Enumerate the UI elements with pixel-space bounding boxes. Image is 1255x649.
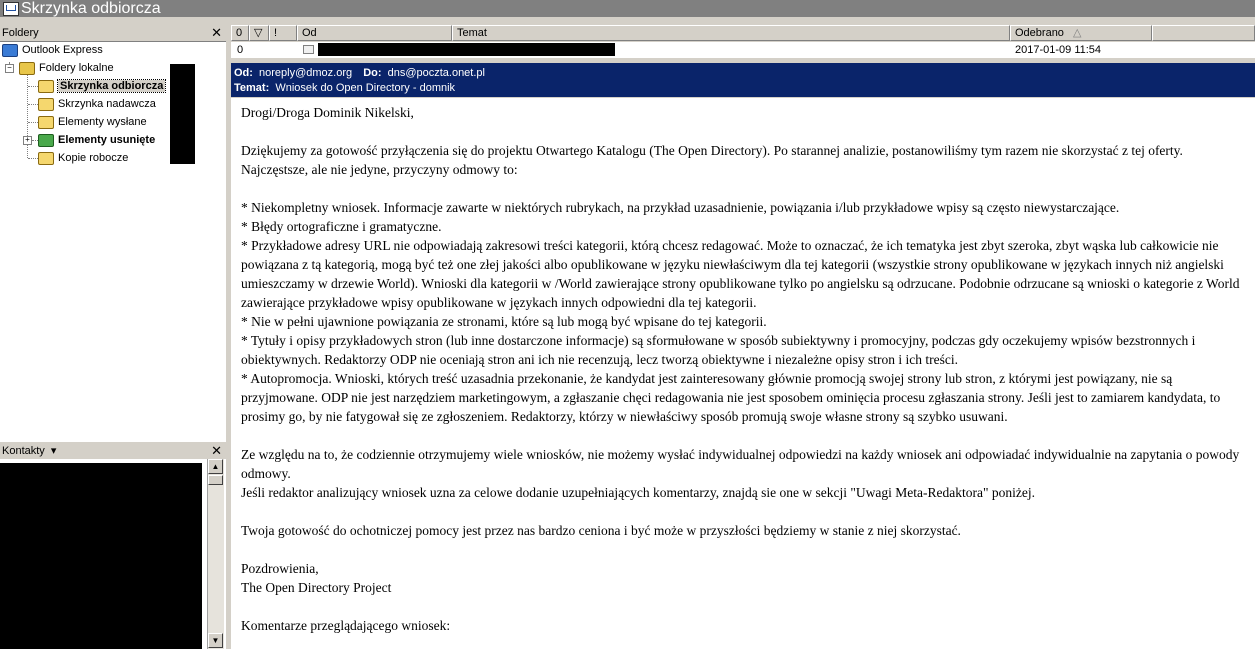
body-blank-line: [241, 122, 1247, 141]
sent-items-folder-icon: [38, 116, 54, 129]
column-attachment[interactable]: 0: [231, 25, 249, 41]
body-blank-line: [241, 540, 1247, 559]
body-paragraph: * Nie w pełni ujawnione powiązania ze stronami, które są lub mogą być wpisane do tej kategorii.: [241, 314, 767, 329]
body-blank-line: [241, 502, 1247, 521]
body-blank-line: [241, 426, 1247, 445]
body-paragraph: * Tytuły i opisy przykładowych stron (lub inne dostarczone informacje) są sformułowane w sposób subiektywny i promocyjny, podczas gdy oczekujemy wpisów bezstronnych i obiektywnych. Redaktorzy ODP nie oceniają stron ani ich nie recenzują, lecz tworzą obiektywne i niezależne opisy stron i ich treści.: [241, 333, 1196, 367]
column-received[interactable]: [1010, 25, 1152, 41]
body-blank-line: [241, 179, 1247, 198]
preview-header: [231, 63, 1255, 97]
scroll-down-button[interactable]: ▼: [208, 633, 223, 648]
column-from[interactable]: Od: [297, 25, 452, 41]
scroll-thumb[interactable]: [208, 475, 223, 485]
from-label: Od:: [234, 67, 253, 79]
folder-local-folders[interactable]: Foldery lokalne: [19, 60, 114, 76]
folder-sent-items[interactable]: Elementy wysłane: [38, 114, 147, 130]
inbox-icon: [3, 2, 19, 16]
body-paragraph: Dziękujemy za gotowość przyłączenia się do projektu Otwartego Katalogu (The Open Directory). Po starannej analizie, postanowiliśmy tym razem nie skorzystać z tej oferty. Najczęstsze, ale nie jedyne, przyczyny odmowy to:: [241, 143, 1183, 177]
column-priority[interactable]: !: [269, 25, 297, 41]
scroll-up-button[interactable]: ▲: [208, 459, 223, 474]
tree-connector: [27, 72, 28, 158]
body-paragraph: Komentarze przeglądającego wniosek:: [241, 618, 451, 633]
message-list-header: [231, 25, 1255, 41]
column-filler: [1152, 25, 1255, 41]
body-paragraph: Drogi/Droga Dominik Nikelski,: [241, 105, 414, 120]
contacts-pane-header: [0, 443, 226, 460]
tree-connector: [28, 104, 38, 105]
window-title: Skrzynka odbiorcza: [21, 0, 161, 17]
redaction-block: [318, 43, 615, 56]
folder-drafts[interactable]: Kopie robocze: [38, 150, 128, 166]
tree-connector: [28, 122, 38, 123]
column-received-label: Odebrano: [1015, 27, 1064, 39]
deleted-items-folder-icon: [38, 134, 54, 147]
attachment-icon: 0: [237, 44, 244, 56]
outbox-folder-icon: [38, 98, 54, 111]
folder-inbox[interactable]: Skrzynka odbiorcza: [38, 78, 165, 94]
message-body[interactable]: [231, 98, 1255, 649]
expand-deleted-items-toggle[interactable]: +: [23, 136, 32, 145]
tree-connector: [28, 158, 38, 159]
body-paragraph: Ze względu na to, że codziennie otrzymujemy wiele wniosków, nie możemy wysłać indywidualnej odpowiedzi na każdy wniosek ani odpowiadać indywidualnie na zapytania o powody odmowy.: [241, 447, 1240, 481]
from-address[interactable]: noreply@dmoz.org: [259, 67, 353, 79]
folders-pane-header: [0, 25, 226, 42]
received-date: 2017-01-09 11:54: [1015, 44, 1102, 56]
body-blank-line: [241, 597, 1247, 616]
body-paragraph: Jeśli redaktor analizujący wniosek uzna za celowe dodanie uzupełniających komentarzy, znajdą sie one w sekcji "Uwagi Meta-Redaktora" poniżej.: [241, 485, 1035, 500]
opened-envelope-icon: [303, 45, 314, 54]
inbox-folder-icon: [38, 80, 54, 93]
body-paragraph: Pozdrowienia,: [241, 561, 319, 576]
folder-outlook-express[interactable]: Outlook Express: [2, 42, 103, 58]
body-paragraph: * Przykładowe adresy URL nie odpowiadają zakresowi treści kategorii, którą chcesz redagować. Może to oznaczać, że ich tematyka jest zbyt szeroka, zbyt wąska lub całkowicie nie powiązana z tą kategorią, mogą być też one złej jakości albo opublikowane w języku niewłaściwym dla tej kategorii (wszystkie strony opublikowane w językach innych niż angielski umieszczamy w drzewie World). Wnioski dla kategorii w /World zawierające strony opublikowane tylko po angielsku są odrzucane. Podobnie odrzucane są wnioski o kategorie z World zawierające przykładowe wpisy opublikowane w językach innych odpowiedni dla tej kategorii.: [241, 238, 1240, 310]
folders-header-label: Foldery: [2, 27, 39, 39]
contacts-close-button[interactable]: ✕: [211, 443, 222, 458]
contacts-dropdown-icon[interactable]: ▾: [50, 445, 57, 457]
to-label: Do:: [363, 67, 382, 79]
body-paragraph: * Niekompletny wniosek. Informacje zawarte w niektórych rubrykach, na przykład uzasadnienie, powiązania i/lub przykładowe wpisy są często niewystarczające.: [241, 200, 1120, 215]
contacts-list: [0, 459, 226, 649]
local-folders-icon: [19, 62, 35, 75]
outlook-express-icon: [2, 44, 18, 57]
drafts-folder-icon: [38, 152, 54, 165]
to-address[interactable]: dns@poczta.onet.pl: [387, 67, 485, 79]
folder-outbox[interactable]: Skrzynka nadawcza: [38, 96, 156, 112]
body-paragraph: * Błędy ortograficzne i gramatyczne.: [241, 219, 442, 234]
subject-text: Wniosek do Open Directory - domnik: [275, 82, 456, 94]
subject-label: Temat:: [234, 82, 270, 94]
column-flag[interactable]: ▽: [249, 25, 269, 41]
window-title-bar: [0, 0, 1255, 17]
redaction-block: [170, 64, 195, 164]
redaction-block: [0, 463, 202, 649]
body-paragraph: The Open Directory Project: [241, 580, 392, 595]
folder-deleted-items[interactable]: Elementy usunięte: [38, 132, 155, 148]
tree-connector: [28, 86, 38, 87]
folders-close-button[interactable]: ✕: [211, 25, 222, 40]
contacts-header-label[interactable]: Kontakty: [2, 445, 45, 457]
collapse-local-folders-toggle[interactable]: −: [5, 64, 14, 73]
column-subject[interactable]: Temat: [452, 25, 1010, 41]
body-paragraph: * Autopromocja. Wnioski, których treść uzasadnia przekonanie, że kandydat jest zainteresowany głównie promocją swojej strony lub stron, z którymi jest powiązany, nie są przyjmowane. ODP nie jest narzędziem marketingowym, a zgłaszanie chęci redagowania nie jest sposobem ominięcia procesu zgłaszania strony. Jeśli jest to zamiarem kandydata, to prosimy go, by nie fatygował się ze zgłoszeniem. Redaktorzy, którzy w niewłaściwy sposób promują swoje własne strony są szybko usuwani.: [241, 371, 1221, 424]
sort-ascending-icon: △: [1073, 27, 1082, 39]
folders-tree: [0, 42, 226, 442]
contacts-scrollbar[interactable]: [207, 459, 224, 649]
body-paragraph: Twoja gotowość do ochotniczej pomocy jest przez nas bardzo ceniona i być może w przyszłości będziemy w stanie z niej skorzystać.: [241, 523, 961, 538]
message-row[interactable]: [231, 42, 1255, 58]
